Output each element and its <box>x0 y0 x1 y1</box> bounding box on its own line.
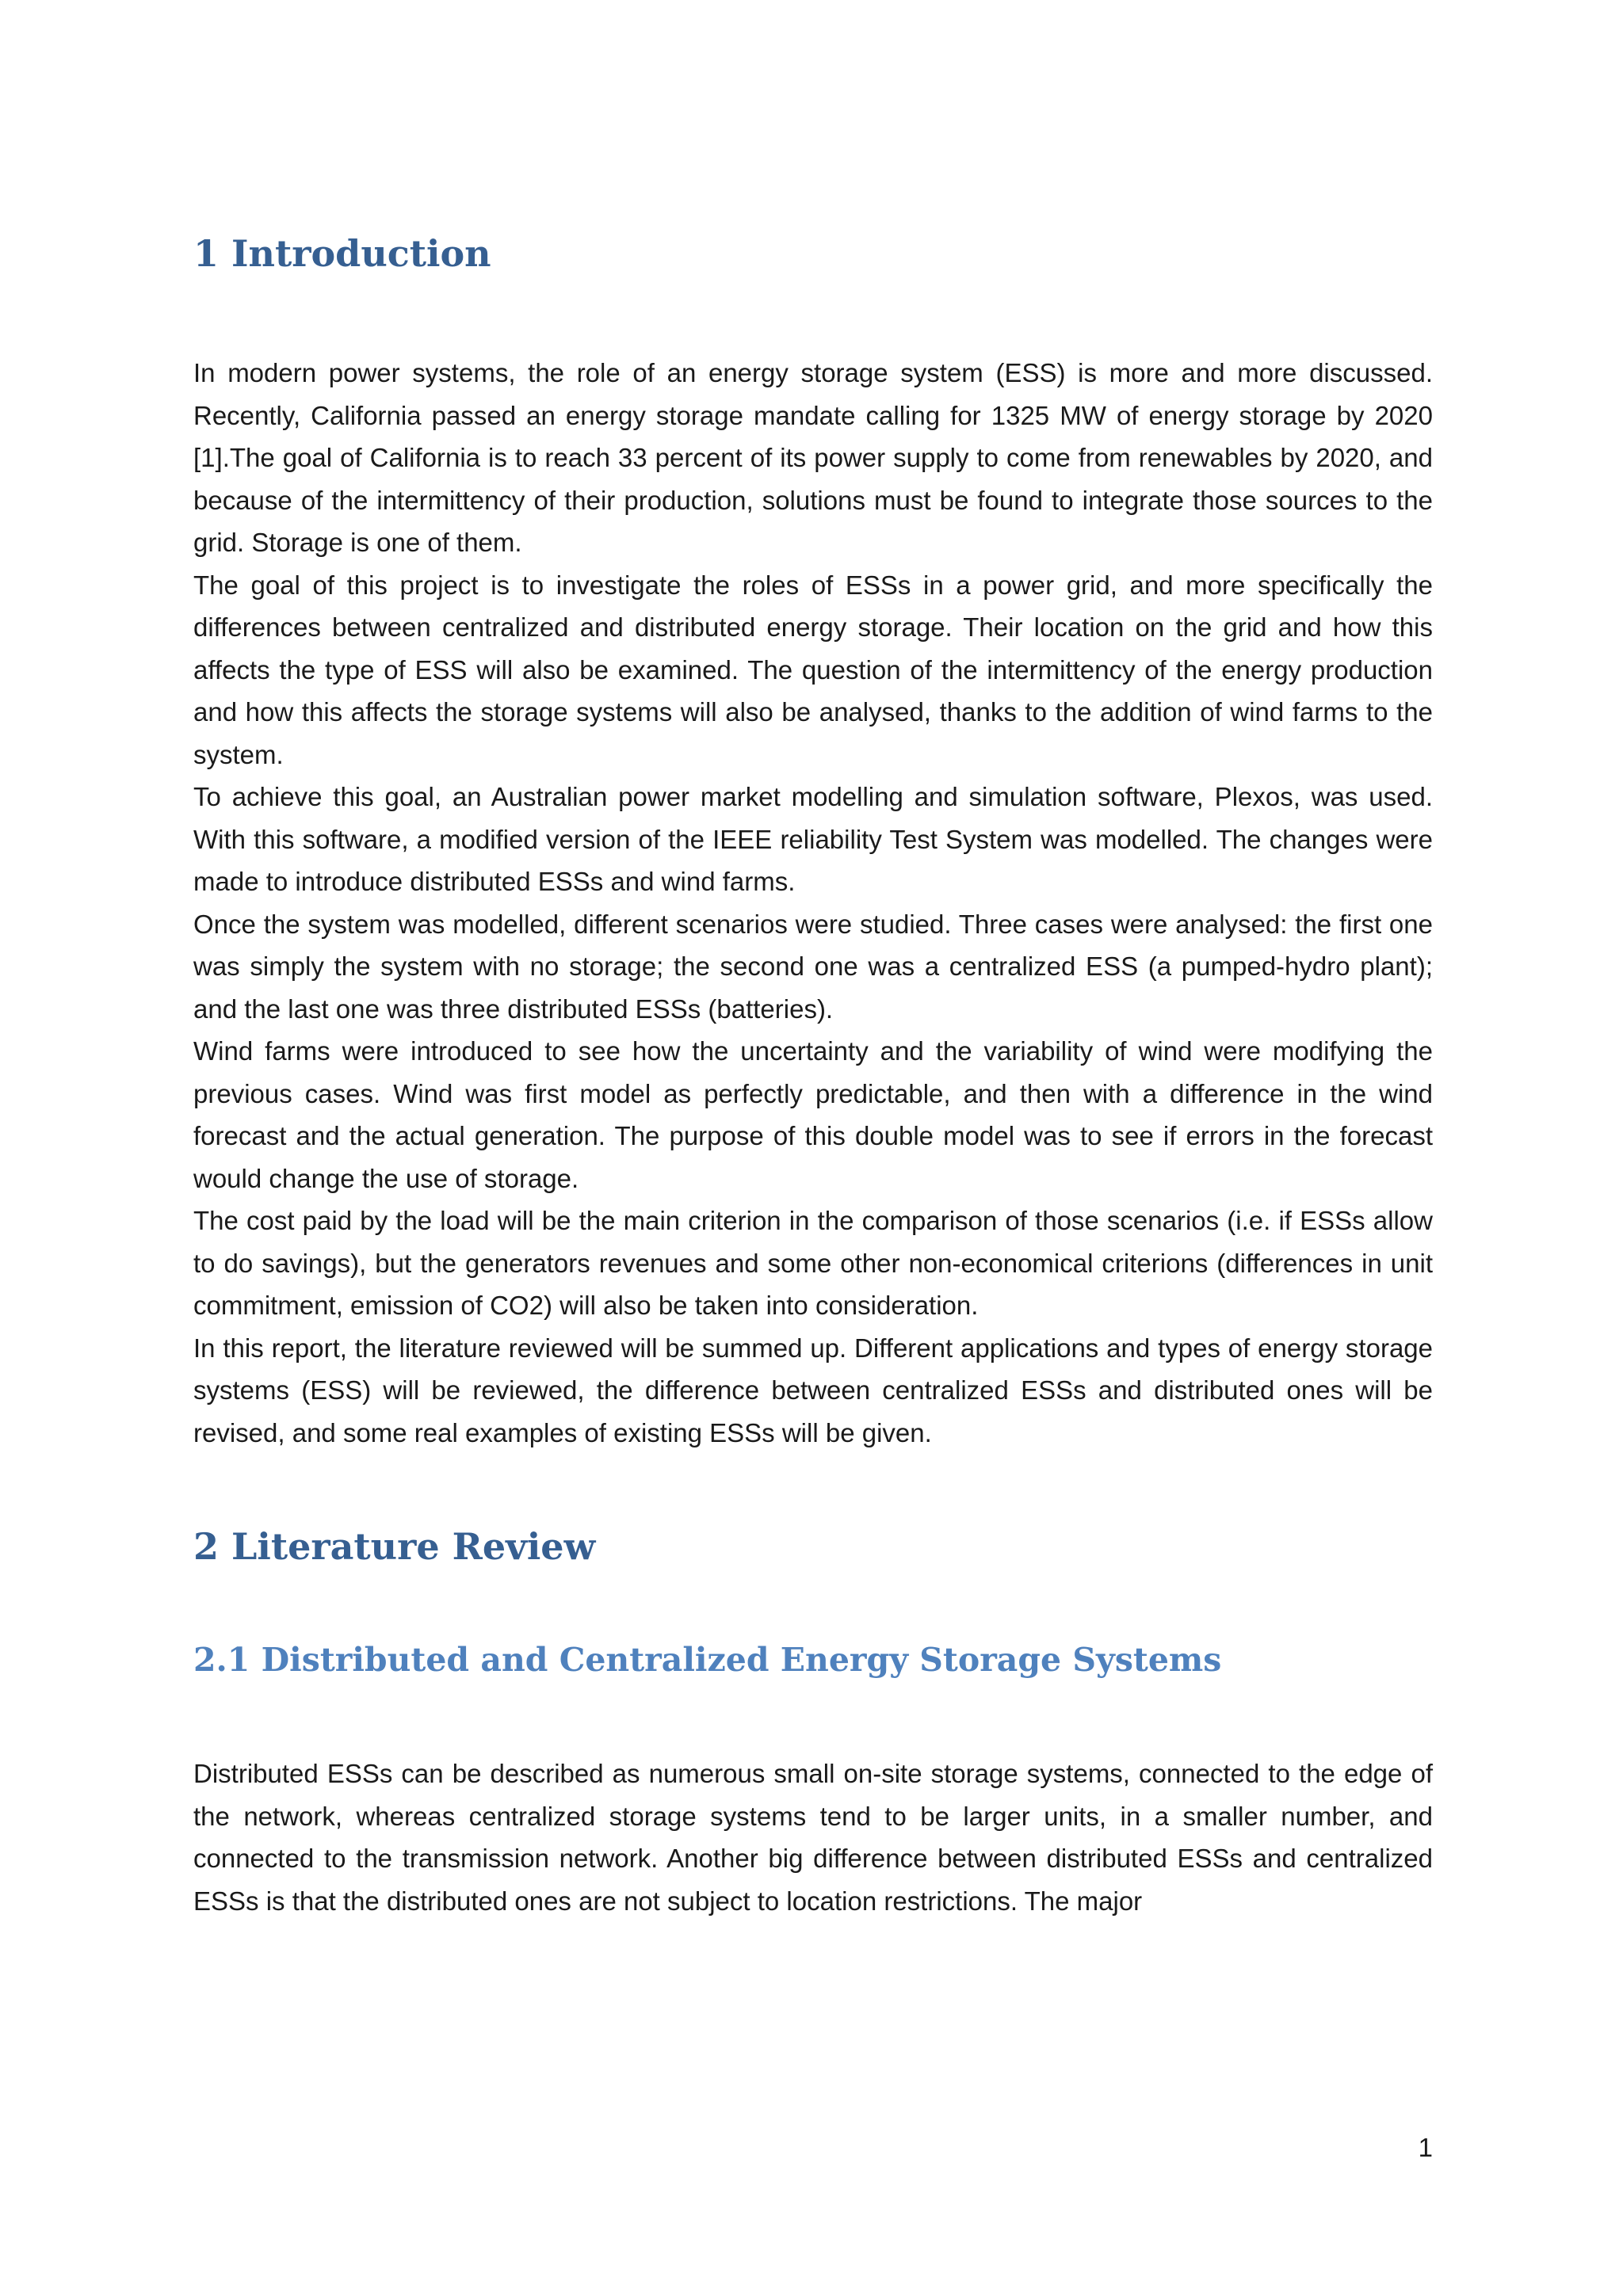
intro-paragraph-2: The goal of this project is to investigate the roles of ESSs in a power grid, and more specifically the differences between centralized and distributed energy storage. Their location on the grid and how this affects the type of ESS will also be examined. The question of the intermittency of the energy production and how this affects the storage systems will also be analysed, thanks to the addition of wind farms to the system. <box>193 570 1433 769</box>
intro-paragraph-3: To achieve this goal, an Australian power market modelling and simulation software, Plexos, was used. With this software, a modified version of the IEEE reliability Test System was modelled. The changes were made to introduce distributed ESSs and wind farms. <box>193 782 1433 896</box>
intro-paragraph-5: Wind farms were introduced to see how the uncertainty and the variability of wind were modifying the previous cases. Wind was first model as perfectly predictable, and then with a difference in the wind forecast and the actual generation. The purpose of this double model was to see if errors in the forecast would change the use of storage. <box>193 1036 1433 1193</box>
section-heading-introduction: 1 Introduction <box>193 232 491 275</box>
intro-paragraph-4: Once the system was modelled, different scenarios were studied. Three cases were analysed: the first one was simply the system with no storage; the second one was a centralized ESS (a pumped-hydro plant); and the last one was three distributed ESSs (batteries). <box>193 909 1433 1024</box>
page-content <box>193 226 1433 1922</box>
section-heading-literature-review: 2 Literature Review <box>193 1525 596 1568</box>
intro-paragraph-7: In this report, the literature reviewed will be summed up. Different applications and types of energy storage systems (ESS) will be reviewed, the difference between centralized ESSs and distributed ones will be revised, and some real examples of existing ESSs will be given. <box>193 1333 1433 1447</box>
subsection-heading-distributed-centralized: 2.1 Distributed and Centralized Energy Storage Systems <box>193 1641 1222 1679</box>
intro-paragraph-6: The cost paid by the load will be the main criterion in the comparison of those scenarios (i.e. if ESSs allow to do savings), but the generators revenues and some other non-economical criterions (differences in unit commitment, emission of CO2) will also be taken into consideration. <box>193 1206 1433 1320</box>
page-number: 1 <box>1418 2133 1433 2162</box>
intro-paragraph-1: In modern power systems, the role of an energy storage system (ESS) is more and more discussed. Recently, California passed an energy storage mandate calling for 1325 MW of energy storage by 2020 [1].The goal of California is to reach 33 percent of its power supply to come from renewables by 2020, and because of the intermittency of their production, solutions must be found to integrate those sources to the grid. Storage is one of them. <box>193 358 1433 557</box>
subsection-paragraph-1: Distributed ESSs can be described as numerous small on-site storage systems, connected to the edge of the network, whereas centralized storage systems tend to be larger units, in a smaller number, and connected to the transmission network. Another big difference between distributed ESSs and centralized ESSs is that the distributed ones are not subject to location restrictions. The major <box>193 1759 1433 1916</box>
